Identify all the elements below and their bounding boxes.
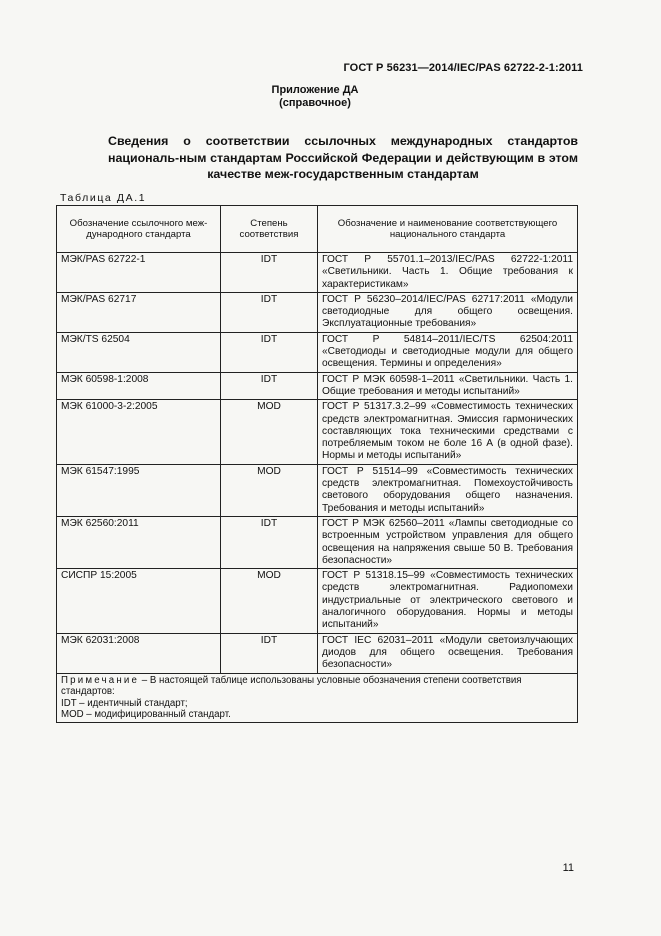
table-note: [57, 673, 578, 722]
intl-standard-cell: МЭК/PAS 62722-1: [57, 253, 221, 293]
table-row: [57, 633, 578, 673]
table-row: [57, 516, 578, 568]
intl-standard-cell: МЭК/PAS 62717: [57, 292, 221, 332]
header-national-standard: Обозначение и наименование соответствующего национального стандарта: [318, 206, 578, 253]
header-degree: Степень соответствия: [221, 206, 318, 253]
degree-cell: IDT: [221, 516, 318, 568]
degree-cell: MOD: [221, 569, 318, 633]
table-caption: Таблица ДА.1: [60, 192, 147, 204]
annex-subtitle: (справочное): [279, 97, 351, 109]
intl-standard-cell: МЭК 62031:2008: [57, 633, 221, 673]
note-text: – В настоящей таблице использованы условные обозначения степени соответствия стандартов:: [61, 674, 522, 697]
national-standard-cell: ГОСТ Р МЭК 62560–2011 «Лампы светодиодные со встроенным устройством управления для общего освещения на напряжения свыше 50 В. Требования безопасности»: [318, 516, 578, 568]
degree-cell: IDT: [221, 332, 318, 372]
table-header-row: [57, 206, 578, 253]
national-standard-cell: ГОСТ Р 51514–99 «Совместимость технических средств электромагнитная. Помехоустойчивость светового оборудования общего назначения. Требования и методы испытаний»: [318, 464, 578, 516]
table-row: [57, 292, 578, 332]
annex-heading: [0, 84, 630, 110]
degree-cell: IDT: [221, 292, 318, 332]
national-standard-cell: ГОСТ Р 54814–2011/IEC/TS 62504:2011 «Светодиоды и светодиодные модули для общего освещения. Термины и определения»: [318, 332, 578, 372]
table-note-row: [57, 673, 578, 722]
degree-cell: MOD: [221, 464, 318, 516]
degree-cell: IDT: [221, 633, 318, 673]
intl-standard-cell: МЭК 60598-1:2008: [57, 372, 221, 400]
table-row: [57, 569, 578, 633]
degree-cell: IDT: [221, 372, 318, 400]
national-standard-cell: ГОСТ Р 55701.1–2013/IEC/PAS 62722-1:2011 «Светильники. Часть 1. Общие требования к характеристикам»: [318, 253, 578, 293]
national-standard-cell: ГОСТ IEC 62031–2011 «Модули светоизлучающих диодов для общего освещения. Требования безопасности»: [318, 633, 578, 673]
intl-standard-cell: МЭК/TS 62504: [57, 332, 221, 372]
section-title: Сведения о соответствии ссылочных международных стандартов националь-ным стандартам Российской Федерации и действующим в этом качестве меж-государственным стандартам: [108, 134, 578, 181]
correspondence-table: [56, 205, 578, 723]
national-standard-cell: ГОСТ Р 56230–2014/IEC/PAS 62717:2011 «Модули светодиодные для общего освещения. Эксплуатационные требования»: [318, 292, 578, 332]
intl-standard-cell: МЭК 61000-3-2:2005: [57, 400, 221, 464]
table-row: [57, 464, 578, 516]
note-paragraph: [61, 675, 573, 698]
national-standard-cell: ГОСТ Р МЭК 60598-1–2011 «Светильники. Часть 1. Общие требования и методы испытаний»: [318, 372, 578, 400]
table-row: [57, 372, 578, 400]
note-head: Примечание: [61, 674, 140, 686]
annex-title: Приложение ДА: [271, 84, 359, 96]
national-standard-cell: ГОСТ Р 51318.15–99 «Совместимость технических средств электромагнитная. Радиопомехи индустриальные от электрического светового и аналогичного оборудования. Нормы и методы испытаний»: [318, 569, 578, 633]
note-idt: IDT – идентичный стандарт;: [61, 697, 188, 709]
header-international-standard: Обозначение ссылочного меж-дународного стандарта: [57, 206, 221, 253]
intl-standard-cell: СИСПР 15:2005: [57, 569, 221, 633]
degree-cell: MOD: [221, 400, 318, 464]
degree-cell: IDT: [221, 253, 318, 293]
table-row: [57, 332, 578, 372]
table-row: [57, 253, 578, 293]
document-code: ГОСТ Р 56231—2014/IEC/PAS 62722-2-1:2011: [343, 62, 583, 74]
intl-standard-cell: МЭК 61547:1995: [57, 464, 221, 516]
page-number: 11: [562, 862, 574, 874]
national-standard-cell: ГОСТ Р 51317.3.2–99 «Совместимость технических средств электромагнитная. Эмиссия гармонических составляющих тока техническими средствами с потребляемым током не боле 16 А (в одной фазе). Нормы и методы испытаний»: [318, 400, 578, 464]
intl-standard-cell: МЭК 62560:2011: [57, 516, 221, 568]
table-row: [57, 400, 578, 464]
note-mod: MOD – модифицированный стандарт.: [61, 709, 231, 720]
